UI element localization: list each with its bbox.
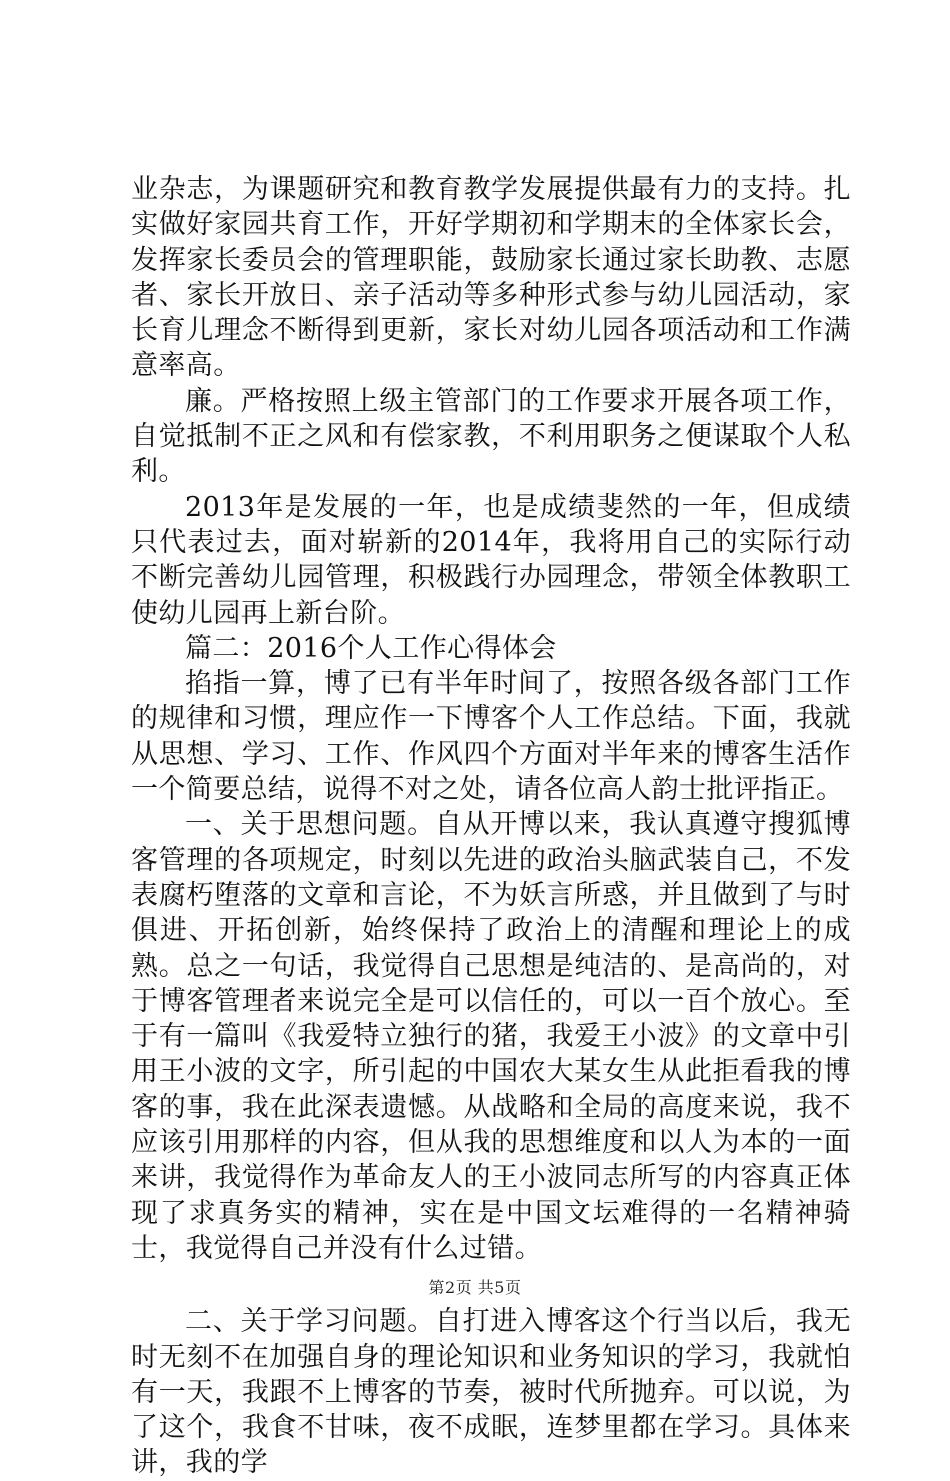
paragraph-6: 二、关于学习问题。自打进入博客这个行当以后，我无时无刻不在加强自身的理论知识和业务知识的学习，我就怕有一天，我跟不上博客的节奏，被时代所抛弃。可以说，为了这个，我食不甘味，夜不成眠，连梦里都在学习。具体来讲，我的学	[131, 1306, 851, 1479]
paragraph-4: 掐指一算，博了已有半年时间了，按照各级各部门工作的规律和习惯，理应作一下博客个人工作总结。下面，我就从思想、学习、工作、作风四个方面对半年来的博客生活作一个简要总结，说得不对之处，请各位高人韵士批评指正。	[131, 668, 851, 806]
paragraph-3: 2013年是发展的一年，也是成绩斐然的一年，但成绩只代表过去，面对崭新的2014年，我将用自己的实际行动不断完善幼儿园管理，积极践行办园理念，带领全体教职工使幼儿园再上新台阶。	[131, 491, 851, 629]
paragraph-5: 一、关于思想问题。自从开博以来，我认真遵守搜狐博客管理的各项规定，时刻以先进的政治头脑武装自己，不发表腐朽堕落的文章和言论，不为妖言所惑，并且做到了与时俱进、开拓创新，始终保持了政治上的清醒和理论上的成熟。总之一句话，我觉得自己思想是纯洁的、是高尚的，对于博客管理者来说完全是可以信任的，可以一百个放心。至于有一篇叫《我爱特立独行的猪，我爱王小波》的文章中引用王小波的文字，所引起的中国农大某女生从此拒看我的博客的事，我在此深表遗憾。从战略和全局的高度来说，我不应该引用那样的内容，但从我的思想维度和以人为本的一面来讲，我觉得作为革命友人的王小波同志所写的内容真正体现了求真务实的精神，实在是中国文坛难得的一名精神骑士，我觉得自己并没有什么过错。	[131, 809, 851, 1264]
section-heading: 篇二：2016个人工作心得体会	[185, 632, 557, 664]
paragraph-1: 业杂志，为课题研究和教育教学发展提供最有力的支持。扎实做好家园共育工作，开好学期初和学期末的全体家长会，发挥家长委员会的管理职能，鼓励家长通过家长助教、志愿者、家长开放日、亲子活动等多种形式参与幼儿园活动，家长育儿理念不断得到更新，家长对幼儿园各项活动和工作满意率高。	[131, 174, 851, 382]
paragraph-2: 廉。严格按照上级主管部门的工作要求开展各项工作，自觉抵制不正之风和有偿家教，不利用职务之便谋取个人私利。	[131, 385, 851, 488]
page-footer: 第2页 共5页	[428, 1278, 522, 1297]
